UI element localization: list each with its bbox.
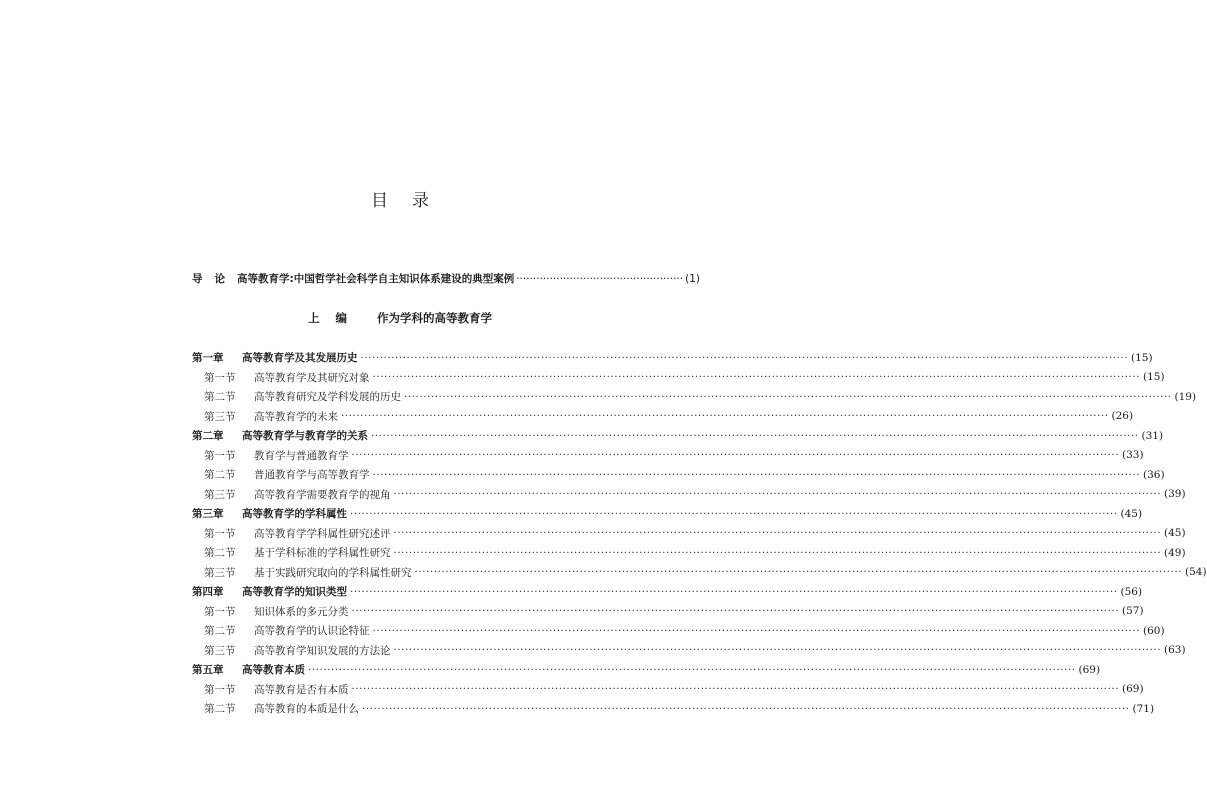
entry-label: 第三章: [192, 508, 224, 521]
entry-title: 基于学科标准的学科属性研究: [254, 547, 391, 560]
entry-page-number: (19): [1174, 390, 1197, 403]
part-title: 作为学科的高等教育学: [377, 311, 492, 325]
page-title-char: 目: [371, 191, 388, 211]
toc-chapter-entry[interactable]: [192, 426, 1164, 446]
entry-title: 高等教育学的未来: [254, 410, 338, 423]
entry-label: 第二节: [204, 703, 236, 716]
intro-page-number: (1): [685, 273, 700, 285]
entry-title: 基于实践研究取向的学科属性研究: [254, 566, 412, 579]
leader-dots: ········································································································································································································: [360, 351, 1129, 364]
entry-label: 第三节: [204, 488, 236, 501]
entry-title: 高等教育学的学科属性: [242, 508, 347, 521]
entry-title: 高等教育是否有本质: [254, 683, 349, 696]
toc-section-entry[interactable]: [192, 641, 1186, 661]
leader-dots: ········································································································································································································: [362, 702, 1130, 715]
entry-label: 第二节: [204, 469, 236, 482]
entry-label: 第三节: [204, 410, 236, 423]
leader-dots: ········································································································································································································: [308, 663, 1076, 676]
leader-dots: ········································································································································································································: [393, 488, 1162, 501]
leader-dots: ········································································································································································································: [351, 605, 1120, 618]
entry-page-number: (33): [1122, 449, 1144, 462]
toc-section-entry[interactable]: [192, 563, 1207, 583]
toc-section-entry[interactable]: [192, 543, 1186, 563]
toc-section-entry[interactable]: [192, 465, 1165, 485]
intro-title: 高等教育学:中国哲学社会科学自主知识体系建设的典型案例: [237, 273, 515, 285]
toc-section-entry[interactable]: [192, 368, 1165, 388]
entry-title: 高等教育学知识发展的方法论: [254, 644, 391, 657]
toc-section-entry[interactable]: [192, 680, 1144, 700]
leader-dots: ········································································································································································································: [393, 546, 1162, 559]
entry-title: 知识体系的多元分类: [254, 605, 349, 618]
entry-page-number: (71): [1132, 702, 1155, 715]
toc-chapter-entry[interactable]: [192, 582, 1143, 602]
entry-label: 第一节: [204, 449, 236, 462]
toc-list: [192, 348, 1207, 719]
leader-dots: ········································································································································································································: [350, 585, 1118, 598]
entry-page-number: (31): [1141, 429, 1164, 442]
entry-title: 普通教育学与高等教育学: [254, 469, 370, 482]
toc-chapter-entry[interactable]: [192, 348, 1153, 368]
leader-dots: ········································································································································································································: [393, 644, 1162, 657]
leader-dots: ········································································································································································································: [351, 683, 1120, 696]
toc-chapter-entry[interactable]: [192, 660, 1101, 680]
leader-dots: ········································································································································································································: [393, 527, 1162, 540]
toc-section-entry[interactable]: [192, 446, 1144, 466]
leader-dots: ········································································································································································································: [372, 468, 1141, 481]
entry-page-number: (15): [1131, 351, 1153, 364]
entry-label: 第四章: [192, 586, 224, 599]
entry-page-number: (63): [1164, 644, 1186, 657]
leader-dots: ········································································································································································································: [351, 449, 1120, 462]
toc-section-entry[interactable]: [192, 524, 1186, 544]
toc-section-entry[interactable]: [192, 602, 1144, 622]
entry-page-number: (57): [1122, 605, 1144, 618]
entry-page-number: (15): [1143, 371, 1165, 384]
leader-dots: ········································································································································································································: [414, 566, 1183, 579]
leader-dots: ··················································: [516, 273, 684, 285]
toc-section-entry[interactable]: [192, 387, 1197, 407]
entry-page-number: (54): [1185, 566, 1207, 579]
entry-page-number: (26): [1111, 410, 1134, 423]
entry-label: 第三节: [204, 644, 236, 657]
entry-title: 教育学与普通教育学: [254, 449, 349, 462]
leader-dots: ········································································································································································································: [404, 390, 1172, 403]
entry-page-number: (69): [1122, 683, 1144, 696]
toc-section-entry[interactable]: [192, 621, 1165, 641]
entry-title: 高等教育的本质是什么: [254, 703, 359, 716]
entry-label: 第一节: [204, 683, 236, 696]
entry-page-number: (36): [1143, 468, 1165, 481]
leader-dots: ········································································································································································································: [350, 507, 1118, 520]
entry-title: 高等教育学及其研究对象: [254, 371, 370, 384]
intro-label: 导论: [192, 273, 237, 285]
toc-intro-entry[interactable]: [192, 271, 700, 286]
part-heading: [0, 310, 800, 326]
entry-label: 第三节: [204, 566, 236, 579]
leader-dots: ········································································································································································································: [341, 410, 1109, 423]
entry-label: 第一节: [204, 527, 236, 540]
entry-title: 高等教育学及其发展历史: [242, 352, 358, 365]
page-title-char: 录: [412, 191, 429, 211]
toc-chapter-entry[interactable]: [192, 504, 1143, 524]
entry-title: 高等教育本质: [242, 664, 305, 677]
entry-label: 第二节: [204, 391, 236, 404]
entry-label: 第二节: [204, 547, 236, 560]
entry-title: 高等教育研究及学科发展的历史: [254, 391, 401, 404]
entry-label: 第一节: [204, 371, 236, 384]
leader-dots: ········································································································································································································: [372, 624, 1141, 637]
part-label: 上编: [307, 311, 363, 325]
toc-section-entry[interactable]: [192, 485, 1186, 505]
entry-page-number: (39): [1164, 488, 1186, 501]
entry-page-number: (56): [1120, 585, 1143, 598]
toc-section-entry[interactable]: [192, 699, 1155, 719]
entry-title: 高等教育学的知识类型: [242, 586, 347, 599]
entry-label: 第二节: [204, 625, 236, 638]
entry-page-number: (69): [1078, 663, 1101, 676]
entry-label: 第五章: [192, 664, 224, 677]
toc-section-entry[interactable]: [192, 407, 1134, 427]
entry-title: 高等教育学学科属性研究述评: [254, 527, 391, 540]
entry-page-number: (60): [1143, 624, 1165, 637]
entry-page-number: (45): [1164, 527, 1186, 540]
entry-page-number: (45): [1120, 507, 1143, 520]
page-title: [0, 186, 800, 211]
entry-label: 第一章: [192, 352, 224, 365]
entry-title: 高等教育学的认识论特征: [254, 625, 370, 638]
entry-page-number: (49): [1164, 546, 1186, 559]
leader-dots: ········································································································································································································: [371, 429, 1139, 442]
entry-title: 高等教育学与教育学的关系: [242, 430, 368, 443]
leader-dots: ········································································································································································································: [372, 371, 1141, 384]
entry-label: 第二章: [192, 430, 224, 443]
entry-title: 高等教育学需要教育学的视角: [254, 488, 391, 501]
entry-label: 第一节: [204, 605, 236, 618]
